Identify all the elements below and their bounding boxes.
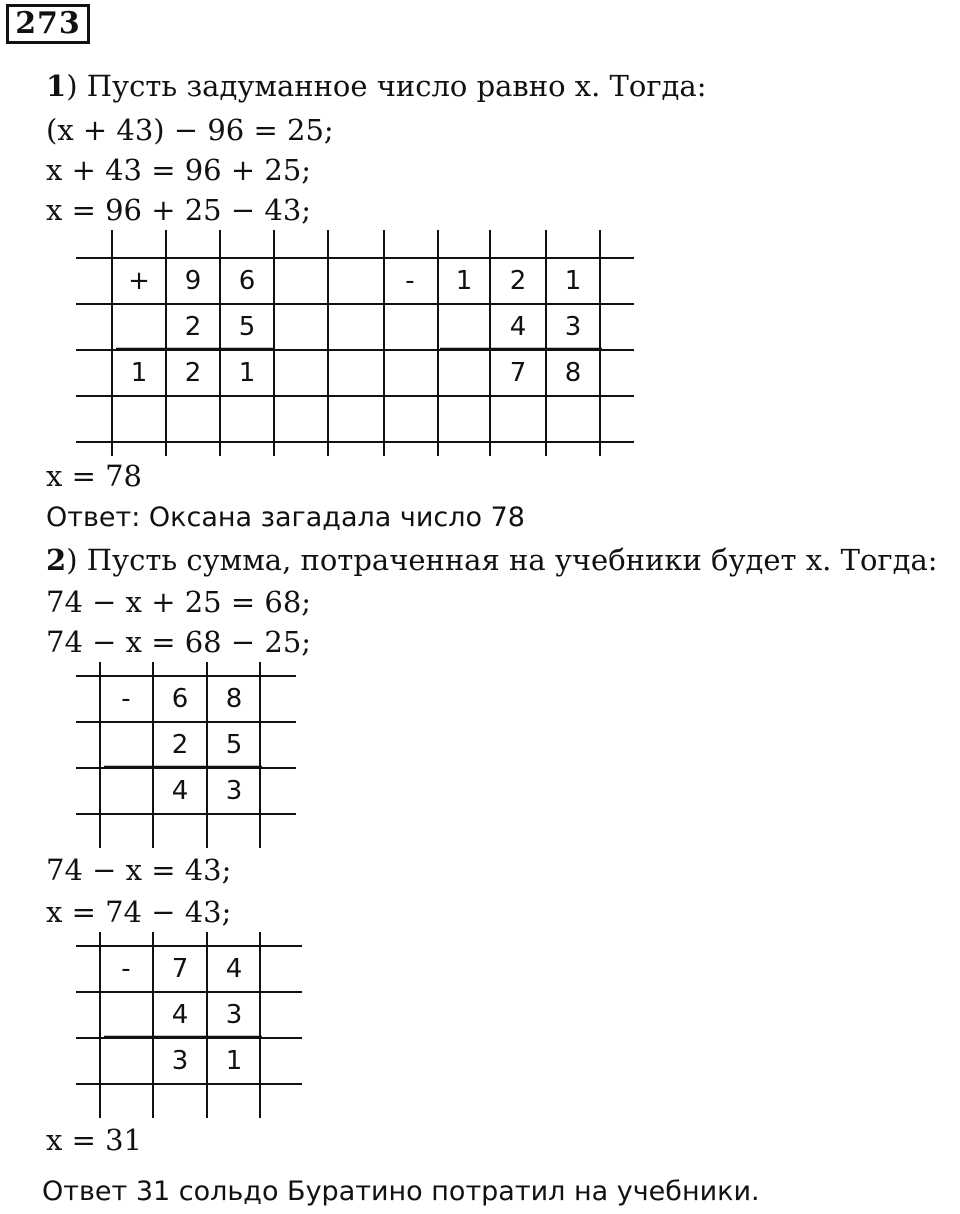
- calc-sub-digit: 7: [171, 954, 189, 984]
- calc-sub-digit: 7: [509, 358, 527, 388]
- calc-sub-digit: 4: [171, 1000, 189, 1030]
- calc-add-digit: 9: [184, 266, 202, 296]
- calc-add-digit: 6: [238, 266, 256, 296]
- calc-add-digit: 1: [130, 358, 148, 388]
- part1-intro: [46, 68, 706, 104]
- part1-intro-text: ) Пусть задуманное число равно x. Тогда:: [66, 69, 707, 103]
- part1-answer: Ответ: Оксана загадала число 78: [46, 502, 525, 533]
- calc-add-op: +: [128, 266, 150, 296]
- part2-eq2: 74 − x = 68 − 25;: [46, 625, 312, 659]
- part2-answer: Ответ 31 сольдо Буратино потратил на учебники.: [42, 1176, 760, 1207]
- calc-sub-op: -: [121, 684, 131, 714]
- calc-sub-digit: 4: [225, 954, 243, 984]
- problem-number-badge: 273: [6, 4, 90, 44]
- grid-lines: [76, 932, 302, 1118]
- calc-sub-op: -: [405, 266, 415, 296]
- calc-sub-digit: 3: [225, 776, 243, 806]
- part2-intro: [46, 542, 938, 578]
- calc-sub-digit: 1: [564, 266, 582, 296]
- calc-sub-op: -: [121, 954, 131, 984]
- part1-label: 1: [46, 69, 67, 103]
- part2-result: x = 31: [46, 1123, 142, 1157]
- part2-eq3: 74 − x = 43;: [46, 853, 232, 887]
- calc-sub-digit: 1: [225, 1046, 243, 1076]
- calc-add-digit: 2: [184, 312, 202, 342]
- calc-sub-digit: 3: [564, 312, 582, 342]
- calc-sub-digit: 2: [171, 730, 189, 760]
- calc-sub-digit: 3: [225, 1000, 243, 1030]
- calc-add-digit: 5: [238, 312, 256, 342]
- part2-eq4: x = 74 − 43;: [46, 895, 232, 929]
- calc-sub-digit: 8: [225, 684, 243, 714]
- calc-add-digit: 1: [238, 358, 256, 388]
- calc-sub-digit: 8: [564, 358, 582, 388]
- calc-sub-digit: 1: [455, 266, 473, 296]
- part2-eq1: 74 − x + 25 = 68;: [46, 585, 312, 619]
- part2-label: 2: [46, 543, 67, 577]
- part1-calc-grid: [70, 228, 640, 456]
- part1-result: x = 78: [46, 459, 142, 493]
- calc-sub-digit: 5: [225, 730, 243, 760]
- calc-sub-digit: 4: [509, 312, 527, 342]
- part2-intro-text: ) Пусть сумма, потраченная на учебники будет x. Тогда:: [66, 543, 938, 577]
- calc-sub-digit: 3: [171, 1046, 189, 1076]
- part2-calc-grid-2: [70, 930, 306, 1120]
- part1-eq1: (x + 43) − 96 = 25;: [46, 113, 334, 147]
- part1-eq2: x + 43 = 96 + 25;: [46, 153, 312, 187]
- calc-add-digit: 2: [184, 358, 202, 388]
- grid-lines: [76, 230, 634, 456]
- part1-eq3: x = 96 + 25 − 43;: [46, 193, 312, 227]
- calc-sub-digit: 6: [171, 684, 189, 714]
- calc-sub-digit: 4: [171, 776, 189, 806]
- part2-calc-grid-1: [70, 660, 302, 850]
- calc-sub-digit: 2: [509, 266, 527, 296]
